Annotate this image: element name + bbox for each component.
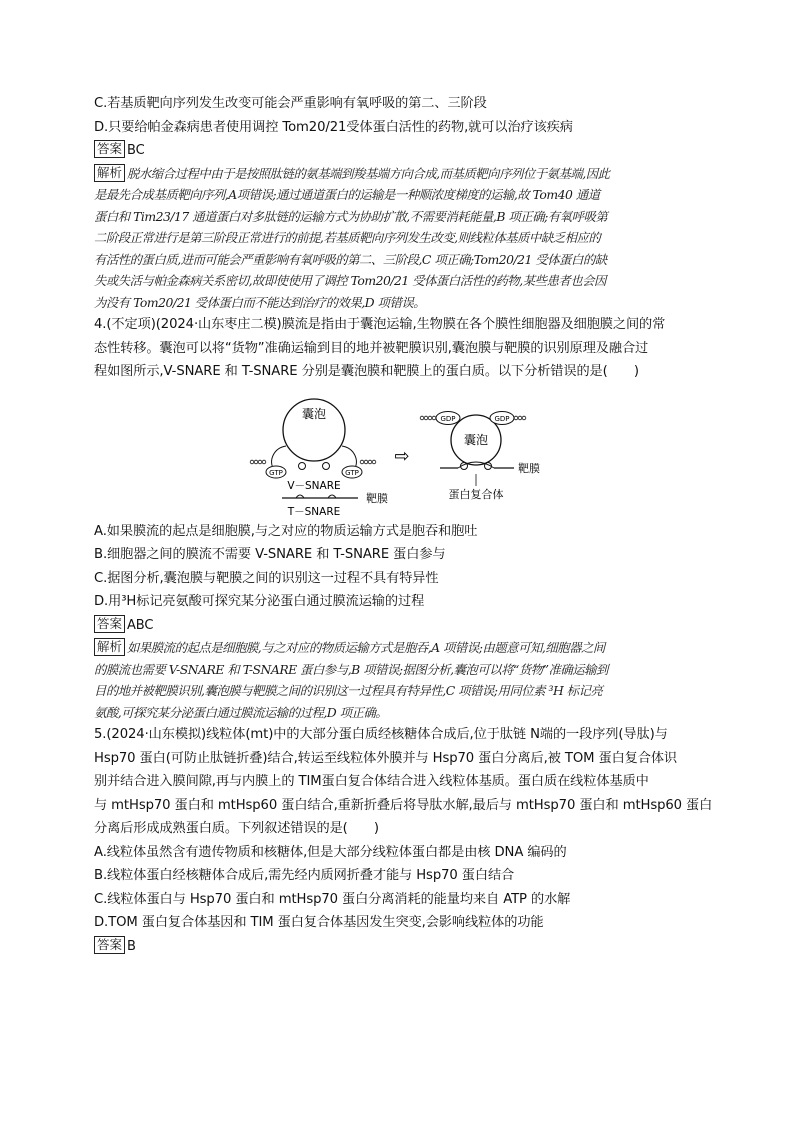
q4-answer-value: ABC xyxy=(127,617,154,633)
vesicle-fusion-figure xyxy=(94,388,706,518)
q4-exp-line: 的膜流也需要 V-SNARE 和 T-SNARE 蛋白参与,B 项错误;据图分析,囊泡可以将“货物”准确运输到 xyxy=(94,661,608,677)
t-snare-label: T－SNARE xyxy=(287,505,341,518)
q3-option-c: C.若基质靶向序列发生改变可能会严重影响有氧呼吸的第二、三阶段 xyxy=(94,96,487,111)
q4-explanation xyxy=(94,637,706,723)
v-snare-knob xyxy=(299,462,306,469)
q3-answer xyxy=(94,139,706,163)
bead-chain-left xyxy=(250,460,266,464)
q4-stem-line: 4.(不定项)(2024·山东枣庄二模)膜流是指由于囊泡运输,生物膜在各个膜性细胞器及细胞膜之间的常 xyxy=(94,317,666,332)
q3-answer-value: BC xyxy=(127,143,145,158)
q3-exp-line: 二阶段正常进行是第三阶段正常进行的前提,若基质靶向序列发生改变,则线粒体基质中缺乏相应的 xyxy=(94,230,601,245)
v-snare-label: V－SNARE xyxy=(287,479,341,492)
answer-tag: 答案 xyxy=(94,140,125,158)
q4-option-d: D.用³H标记亮氨酸可探究某分泌蛋白通过膜流运输的过程 xyxy=(94,594,425,609)
q4-stem-line: 程如图所示,V-SNARE 和 T-SNARE 分别是囊泡膜和靶膜上的蛋白质。以下分析错误的是( ) xyxy=(94,364,639,379)
q4-exp-line: 目的地并被靶膜识别,囊泡膜与靶膜之间的识别这一过程具有特异性,C 项错误;用同位素 ³H 标记亮 xyxy=(94,683,603,698)
gdp-right-label: GDP xyxy=(494,414,510,423)
q5-stem-line: 别并结合进入膜间隙,再与内膜上的 TIM蛋白复合体结合进入线粒体基质。蛋白质在线粒体基质中 xyxy=(94,774,649,789)
answer-tag: 答案 xyxy=(94,615,125,633)
gtp-right-label: GTP xyxy=(345,468,359,477)
vesicle-right-label: 囊泡 xyxy=(463,432,489,447)
q5-stem-line: 分离后形成成熟蛋白质。下列叙述错误的是( ) xyxy=(94,821,379,836)
q4-stem xyxy=(94,313,706,384)
q3-exp-line: 蛋白和 Tim23/17 通道蛋白对多肽链的运输方式为协助扩散,不需要消耗能量,B 项正确;有氧呼吸第 xyxy=(94,208,608,224)
q5-answer-value: B xyxy=(127,938,136,954)
vesicle-left-label: 囊泡 xyxy=(301,406,327,421)
q3-exp-line: 脱水缩合过程中由于是按照肽链的氨基端到羧基端方向合成,而基质靶向序列位于氨基端,因此 xyxy=(127,165,610,181)
q5-option-d: D.TOM 蛋白复合体基因和 TIM 蛋白复合体基因发生突变,会影响线粒体的功能 xyxy=(94,915,544,930)
q5-stem-line: 与 mtHsp70 蛋白和 mtHsp60 蛋白结合,重新折叠后将导肽水解,最后与 mtHsp70 蛋白和 mtHsp60 蛋白 xyxy=(94,797,713,813)
q5-answer xyxy=(94,935,706,959)
explain-tag: 解析 xyxy=(94,164,125,182)
process-arrow: ⇨ xyxy=(394,445,410,467)
target-membrane-right-label: 靶膜 xyxy=(518,461,540,475)
q4-option-b: B.细胞器之间的膜流不需要 V-SNARE 和 T-SNARE 蛋白参与 xyxy=(94,547,446,562)
q5-option-b: B.线粒体蛋白经核糖体合成后,需先经内质网折叠才能与 Hsp70 蛋白结合 xyxy=(94,868,515,883)
q3-exp-line: 失或失活与帕金森病关系密切,故即使使用了调控 Tom20/21 受体蛋白活性的药物,某些患者也会因 xyxy=(94,273,606,288)
q5-stem-line: Hsp70 蛋白(可防止肽链折叠)结合,转运至线粒体外膜并与 Hsp70 蛋白分离后,被 TOM 蛋白复合体识 xyxy=(94,750,678,766)
q3-exp-line: 有活性的蛋白质,进而可能会严重影响有氧呼吸的第二、三阶段,C 项正确;Tom20/21 受体蛋白的缺 xyxy=(94,251,607,267)
answer-tag: 答案 xyxy=(94,936,125,954)
gdp-left-label: GDP xyxy=(440,414,456,423)
document-page xyxy=(94,92,713,958)
q4-exp-line: 如果膜流的起点是细胞膜,与之对应的物质运输方式是胞吞,A 项错误;由题意可知,细胞器之间 xyxy=(127,640,605,655)
target-membrane-left-label: 靶膜 xyxy=(366,491,388,505)
bead-chain-right xyxy=(360,460,376,464)
protein-complex-label: 蛋白复合体 xyxy=(448,487,504,501)
q5-stem-line: 5.(2024·山东模拟)线粒体(mt)中的大部分蛋白质经核糖体合成后,位于肽链 N端的一段序列(导肽)与 xyxy=(94,727,668,742)
vesicle-diagram-svg xyxy=(244,388,554,518)
q3-exp-line: 为没有 Tom20/21 受体蛋白而不能达到治疗的效果,D 项错误。 xyxy=(94,294,426,310)
q5-option-a: A.线粒体虽然含有遗传物质和核糖体,但是大部分线粒体蛋白都是由核 DNA 编码的 xyxy=(94,844,567,860)
q4-stem-line: 态性转移。囊泡可以将“货物”准确运输到目的地并被靶膜识别,囊泡膜与靶膜的识别原理及融合过 xyxy=(94,340,649,356)
q3-exp-line: 是最先合成基质靶向序列,A项错误;通过通道蛋白的运输是一种顺浓度梯度的运输,故 Tom40 通道 xyxy=(94,187,600,202)
q3-explanation xyxy=(94,163,706,314)
q4-option-c: C.据图分析,囊泡膜与靶膜之间的识别这一过程不具有特异性 xyxy=(94,570,439,586)
q4-option-a: A.如果膜流的起点是细胞膜,与之对应的物质运输方式是胞吞和胞吐 xyxy=(94,523,478,539)
q4-answer xyxy=(94,614,706,638)
gtp-left-label: GTP xyxy=(269,468,283,477)
q3-option-d: D.只要给帕金森病患者使用调控 Tom20/21受体蛋白活性的药物,就可以治疗该疾病 xyxy=(94,119,573,135)
q5-stem xyxy=(94,723,713,841)
q4-exp-line: 氨酸,可探究某分泌蛋白通过膜流运输的过程,D 项正确。 xyxy=(94,704,388,720)
v-snare-knob xyxy=(323,462,330,469)
q5-option-c: C.线粒体蛋白与 Hsp70 蛋白和 mtHsp70 蛋白分离消耗的能量均来自 ATP 的水解 xyxy=(94,891,571,907)
explain-tag: 解析 xyxy=(94,638,125,656)
